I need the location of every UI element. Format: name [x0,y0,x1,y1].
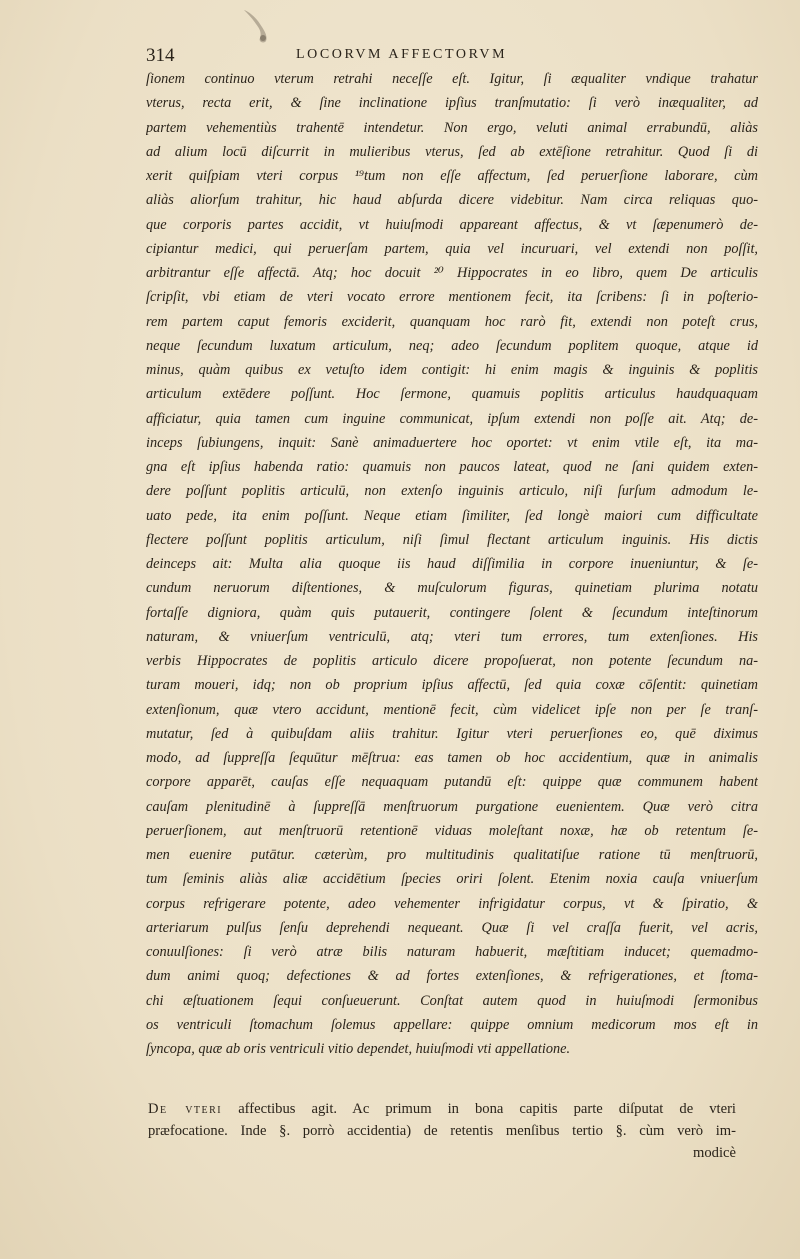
text-line: ad alium locū diſcurrit in mulieribus vterus, ſed ab extēſione retrahitur. Quod ſi di [146,143,758,160]
text-line: deinceps ait: Multa alia quoque iis haud diſſimilia in corpore inueniuntur, & ſe- [146,556,758,572]
text-line: vterus, recta erit, & ſine inclinatione ipſius tranſmutatio: ſi verò inæqualiter, ad [146,95,758,112]
text-line: dere poſſunt poplitis articulū, non extenſo inguinis articulo, niſi ſurſum admodum le- [146,483,758,500]
text-line: xerit quiſpiam vteri corpus ¹⁹tum non eſſe affectum, ſed peruerſione laborare, cùm [146,168,758,184]
text-line: flectere poſſunt poplitis articulum, niſi ſimul flectant articulum inguinis. His dictis [146,531,758,548]
note-line-text: affectibus agit. Ac primum in bona capitis parte diſputat de vteri [222,1101,736,1117]
text-line: chi æſtuationem ſequi conſueuerunt. Conſtat autem quod in huiuſmodi ſermonibus [146,992,758,1009]
text-line: minus, quàm quibus ex vetuſto idem contigit: hi enim magis & inguinis & poplitis [146,362,758,378]
text-line: corpore apparēt, cauſas eſſe nequaquam putandū eſt: quippe quæ communem habent [146,774,758,791]
page-header [146,45,726,67]
text-line: verbis Hippocrates de poplitis articulo dicere propoſuerat, non potente ſecundum na- [146,653,758,669]
text-line: men euenire putātur. cæterùm, pro multitudinis qualitatiſue ratione tū menſtruorū, [146,847,758,863]
text-line: ſyncopa, quæ ab oris ventriculi vitio dependet, huiuſmodi vti appellatione. [146,1041,571,1057]
note-line: præfocatione. Inde §. porrò accidentia) de retentis menſibus tertio §. cùm verò im- [148,1123,736,1139]
running-title: LOCORVM AFFECTORVM [296,47,508,62]
text-line: modo, ad ſuppreſſa ſequūtur mēſtrua: eas tamen ob hoc accidentium, quæ in animalis [146,750,758,766]
text-line: conuulſiones: ſi verò atræ bilis naturam habuerit, mæſtitiam inducet; quemadmo- [146,944,758,960]
text-line: gna eſt ipſius habenda ratio: quamuis non paucos lateat, quod ne ſani quidem exten- [146,459,758,475]
text-line: partem vehementiùs trahentē intendetur. Non ergo, veluti animal errabundū, aliàs [146,119,758,136]
page-number: 314 [146,45,175,66]
text-line: arteriarum pulſus ſenſu deprehendi nequeant. Quæ ſi vel craſſa fuerit, vel acris, [146,919,758,936]
text-line: peruerſionem, aut menſtruorū retentionē viduas moleſtant noxæ, hæ ob retentum ſe- [146,822,758,839]
text-line: ſionem continuo vterum retrahi neceſſe eſt. Igitur, ſi æqualiter vndique trahatur [146,71,758,87]
text-line: articulum extēdere poſſunt. Hoc ſermone, quamuis poplitis articulus haudquaquam [146,386,758,403]
text-line: corpus refrigerare potente, adeo vehementer infrigidatur corpus, vt & ſpiratio, & [146,895,758,912]
text-line: extenſionum, quæ vtero accidunt, mentionē fecit, cùm videlicet ipſe non per ſe tranſ- [146,701,758,718]
text-line: inceps ſubiungens, inquit: Sanè animaduertere hoc oportet: vt enim vtile eſt, ita ma- [146,434,758,451]
text-line: mutatur, ſed à quibuſdam aliis trahitur. Igitur vteri peruerſiones eo, quē diximus [146,725,758,742]
main-text-block [146,67,758,1061]
text-line: cundum neruorum diſtentiones, & muſculorum figuras, quinetiam plurima notatu [146,580,758,597]
text-line: rem partem caput femoris exciderit, quanquam hoc rarò fit, extendi non poteſt crus, [146,313,758,330]
text-line: aliàs aliorſum trahitur, hic haud abſurda dicere videbitur. Nam circa reliquas quo- [146,192,758,209]
text-line: dum animi quoq; defectiones & ad fortes extenſiones, & refrigerationes, et ſtoma- [146,968,758,985]
catchword: modicè [693,1145,736,1161]
commentary-note [148,1098,736,1164]
text-line: fortaſſe digniora, quàm quis putauerit, contingere ſolent & ſecundum inteſtinorum [146,604,758,621]
text-line: afficiatur, quia tamen cum inguine communicat, ipſum extendi non poſſe ait. Atq; de- [146,410,758,427]
text-line: que corporis partes accidit, vt huiuſmodi appareant affectus, & vt ſæpenumerò de- [146,216,758,233]
text-line: tum ſeminis aliàs aliæ accidētium ſpecies oriri ſolent. Etenim noxia cauſa vniuerſum [146,871,758,888]
text-line: os ventriculi ſtomachum ſolemus appellare: quippe omnium medicorum mos eſt in [146,1016,758,1033]
note-line [148,1098,736,1120]
text-line: uato pede, ita enim poſſunt. Neque etiam ſimiliter, ſed longè maiori cum difficultate [146,507,758,524]
text-line: naturam, & vniuerſum ventriculū, atq; vteri tum errores, tum extenſiones. His [146,628,758,645]
note-lead-word: De vteri [148,1101,223,1117]
text-line: ſcripſit, vbi etiam de vteri vocato errore mentionem fecit, ita ſcribens: ſi in poſterio- [146,289,758,306]
ink-stain [238,8,272,46]
text-line: arbitrantur eſſe affectā. Atq; hoc docuit ²⁰ Hippocrates in eo libro, quem De articulis [146,265,758,281]
text-line: neque ſecundum luxatum articulum, neq; adeo ſecundum poplitem quoque, atque id [146,337,758,354]
text-line: cauſam plenitudinē à ſuppreſſā menſtruorum purgatione euenientem. Quæ verò citra [146,798,758,815]
text-line: turam moueri, idq; non ob proprium ipſius affectū, ſed quia coxæ cōſentit: quinetiam [146,677,758,694]
text-line: cipiantur medici, qui peruerſam partem, quia vel incuruari, vel extendi non poſſit, [146,240,758,257]
